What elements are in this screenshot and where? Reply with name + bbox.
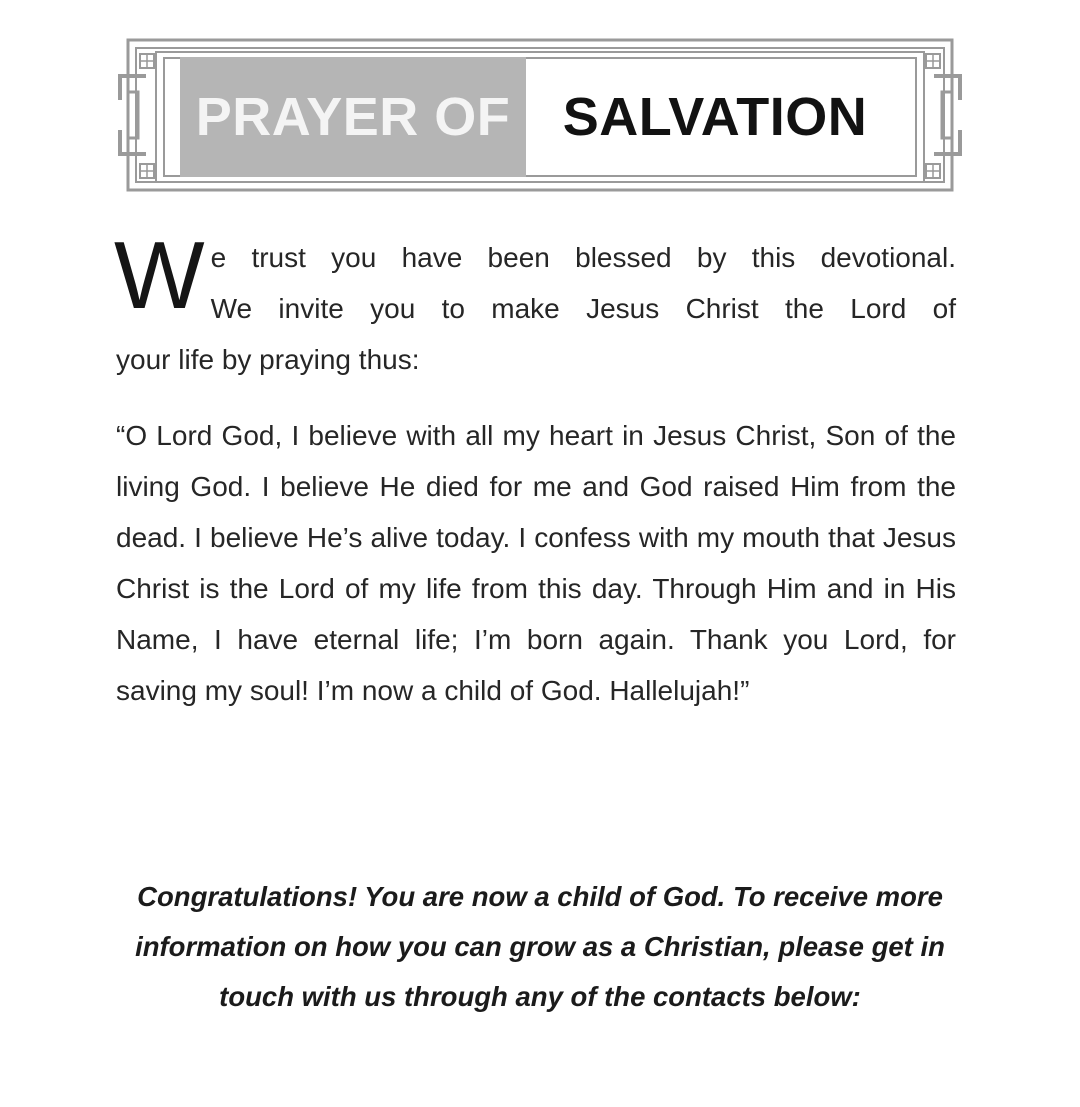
closing-text: Congratulations! You are now a child of God. To receive more information on how you can grow as a Christian, please get in touch with us through any of the contacts below: [135,881,945,1012]
intro-line-2: We invite you to make Jesus Christ the Lord of [210,293,956,324]
intro-line-1: e trust you have been blessed by this devotional. [210,242,956,273]
prayer-paragraph [116,410,956,716]
drop-cap: W [114,222,205,329]
intro-paragraph [114,222,956,385]
page-title-left: PRAYER OF [195,87,511,147]
page-title-right: SALVATION [562,87,868,147]
closing-message [110,872,970,1022]
title-plain-block [526,57,904,177]
title-shaded-block [180,57,526,177]
intro-line-3: your life by praying thus: [116,344,420,375]
prayer-text: “O Lord God, I believe with all my heart in Jesus Christ, Son of the living God. I believe He died for me and God raised Him from the dead. I believe He’s alive today. I confess with my mouth that Jesus Christ is the Lord of my life from this day. Through Him and in His Name, I have eternal life; I’m born again. Thank you Lord, for saving my soul! I’m now a child of God. Hallelujah!” [116,420,956,706]
